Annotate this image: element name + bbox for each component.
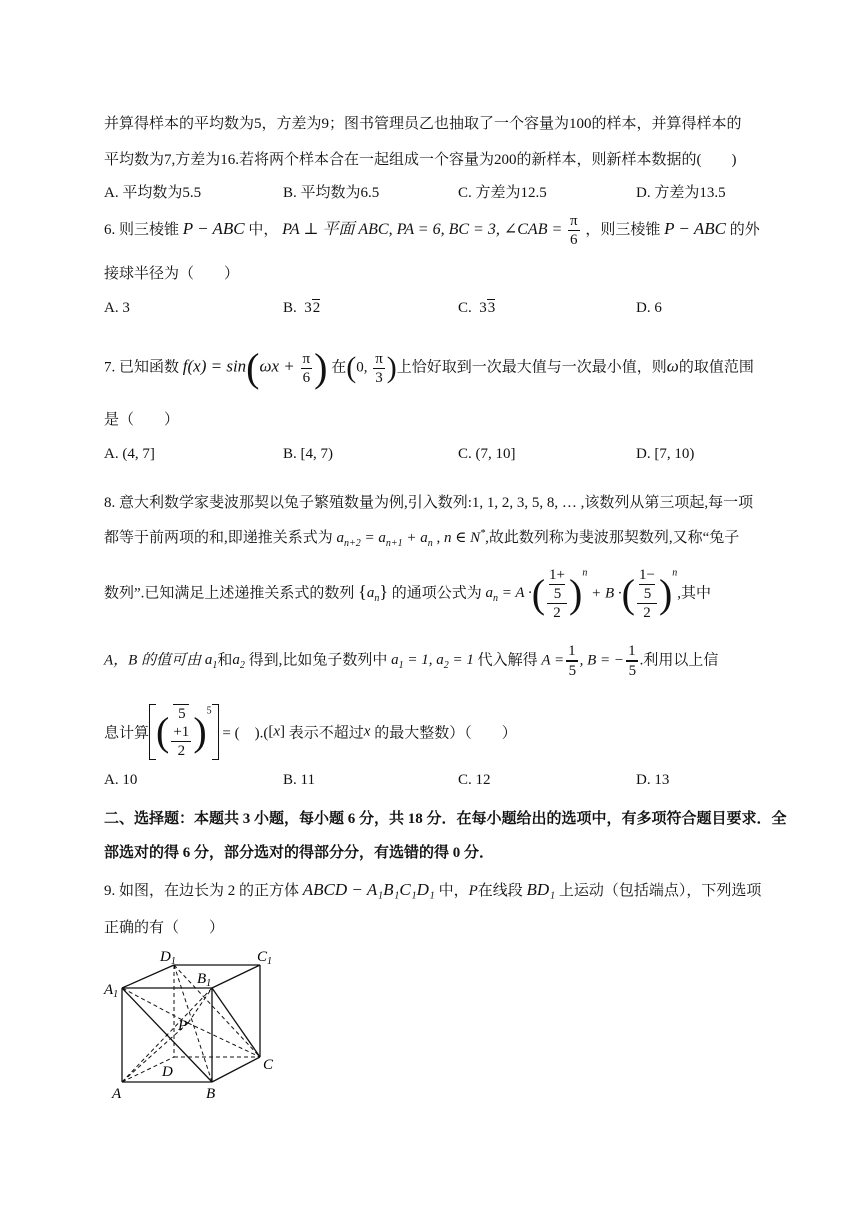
q8-line5a: 息计算 (104, 725, 150, 742)
q8-option-d: D. 13 (636, 772, 670, 788)
section2-line2: 部选对的得 6 分，部分选对的得部分分，有选错的得 0 分． (104, 845, 495, 861)
q8-line4a: A，B 的值可由 (104, 652, 202, 669)
q6-tail3: 的外 (729, 221, 760, 238)
q9-line2: 正确的有（ ） (104, 920, 225, 936)
q6-option-c: C. 33 (458, 300, 496, 316)
q9-bd: BD₁ (526, 880, 556, 899)
q6-option-a: A. 3 (104, 300, 130, 316)
q7-func: f(x) = sin (182, 356, 247, 376)
q5-line2: 平均数为7,方差为16.若将两个样本合在一起组成一个容量为200的新样本，则新样本数据的( ) (104, 152, 737, 168)
q6-option-d: D. 6 (636, 300, 662, 316)
q8-line4c: 得到,比如兔子数列中 (248, 652, 388, 669)
q7-omega-x: ωx + (259, 356, 295, 376)
q8-option-b: B. 11 (283, 772, 315, 788)
q9-p: P (468, 883, 478, 899)
q5-option-d: D. 方差为13.5 (636, 185, 726, 201)
q9-line1c: 在线段 (477, 883, 523, 899)
q8-line3: 数列”.已知满足上述递推关系式的数列 $\{a_n\}$ 的通项公式为 $a_n = A$ ·( 1+ 5 2 )$^n$ + B ·( 1− 5 2 )$^n$,其中 (104, 567, 712, 621)
q8-line3b: 的通项公式为 (391, 585, 482, 602)
label-b: B (206, 1086, 216, 1102)
q6-tail2: P − ABC (664, 218, 726, 238)
q7-tail2: 的取值范围 (678, 359, 754, 376)
q6-option-b: B. 32 (283, 300, 321, 316)
q7-pi-over-3: $\frac{\pi}{3}$ (375, 350, 383, 386)
q8-line5b: = ( ).( (222, 725, 269, 742)
q5-option-c: C. 方差为12.5 (458, 185, 547, 201)
q8-option-a: A. 10 (104, 772, 138, 788)
label-a1: $A_1$ (104, 982, 119, 1000)
q7-omega: ω (666, 356, 679, 376)
q6-pi-over-6: $\frac{\pi}{6}$ (570, 213, 578, 248)
q7-option-c: C. (7, 10] (458, 446, 516, 462)
q8-line3a: 数列”.已知满足上述递推关系式的数列 (104, 585, 355, 602)
q8-line4e: .利用以上信 (639, 652, 719, 669)
q7-line2: 是（ ） (104, 412, 180, 428)
q9-cube: ABCD − A₁B₁C₁D₁ (302, 880, 435, 899)
label-p: P (178, 1018, 188, 1034)
q8-line4b: 和 (217, 652, 233, 669)
q8-line2b: ,故此数列称为斐波那契数列,又称“兔子 (485, 530, 740, 546)
q6-line2: 接球半径为（ ） (104, 266, 240, 282)
q9-line1 (104, 879, 761, 900)
cube-figure (100, 945, 290, 1105)
q5-line1: 并算得样本的平均数为5，方差为9；图书管理员乙也抽取了一个容量为100的样本，并算得样本的 (104, 116, 742, 132)
q7-pi-over-6: $\frac{\pi}{6}$ (302, 350, 311, 386)
q8-line4d: 代入解得 (477, 652, 538, 669)
q9-line1a: 9. 如图，在边长为 2 的正方体 (104, 883, 300, 899)
q7-zai: 在 (331, 359, 347, 376)
q5-option-a: A. 平均数为5.5 (104, 185, 202, 201)
q8-option-c: C. 12 (458, 772, 491, 788)
q9-line1b: 中， (438, 883, 469, 899)
q6-pabc: P − ABC (182, 218, 245, 238)
q7-option-b: B. [4, 7) (283, 446, 333, 462)
q8-line3c: ,其中 (677, 585, 712, 602)
q7-zero: 0, (356, 359, 368, 376)
q8-line2: 都等于前两项的和,即递推关系式为 $a_{n+2} = a_{n+1} + a_n$ , n ∈ N*,故此数列称为斐波那契数列,又称“兔子 (104, 528, 740, 549)
label-c: C (263, 1057, 274, 1073)
q8-line4: A，B 的值可由 $a_1$和$a_2$ 得到,比如兔子数列中 $a_1 = 1$, $a_2 = 1$ 代入解得 A = $\frac{1}{5}$ , B = − $\frac{1}{5}$ .利用以上信 (104, 643, 719, 679)
label-d: D (162, 1064, 173, 1080)
q7-prefix: 7. 已知函数 (104, 359, 180, 376)
q7-line1: 7. 已知函数 f(x) = sin(ωx + $\frac{\pi}{6}$ ) 在(0, $\frac{\pi}{3}$ )上恰好取到一次最大值与一次最小值，则ω的取值范围 (104, 345, 754, 390)
label-b1: $B_1$ (197, 971, 212, 989)
q7-option-a: A. (4, 7] (104, 446, 155, 462)
label-a: A (112, 1086, 122, 1102)
label-d1: $D_1$ (160, 949, 176, 967)
q7-option-d: D. [7, 10) (636, 446, 695, 462)
q8-line5c: 表示不超过 (288, 725, 364, 742)
q8-line5: 息计算 ( 5 +1 2 )$^5$ = ( ).([x] 表示不超过x 的最大整数）（ ） (104, 705, 517, 759)
q8-line2a: 都等于前两项的和,即递推关系式为 (104, 530, 333, 546)
label-c1: $C_1$ (257, 949, 273, 967)
q5-option-b: B. 平均数为6.5 (283, 185, 380, 201)
q6-cond: PA ⊥ 平面 ABC, PA = 6, BC = 3, ∠CAB = (282, 220, 563, 238)
q9-line1d: 上运动（包括端点），下列选项 (558, 883, 762, 899)
q8-line1: 8. 意大利数学家斐波那契以兔子繁殖数量为例,引入数列:1, 1, 2, 3, 5, 8, … ,该数列从第三项起,每一项 (104, 495, 754, 511)
q6-tail: ，则三棱锥 (585, 221, 661, 238)
q6-prefix: 6. 则三棱锥 (104, 221, 180, 238)
section2-line1: 二、选择题：本题共 3 小题，每小题 6 分，共 18 分．在每小题给出的选项中，有多项符合题目要求．全 (104, 811, 787, 827)
q6-mid: 中， (248, 221, 279, 238)
q7-tail: 上恰好取到一次最大值与一次最小值，则 (396, 359, 667, 376)
q8-line5d: 的最大整数）（ ） (374, 725, 517, 742)
q6-line1 (104, 212, 760, 249)
